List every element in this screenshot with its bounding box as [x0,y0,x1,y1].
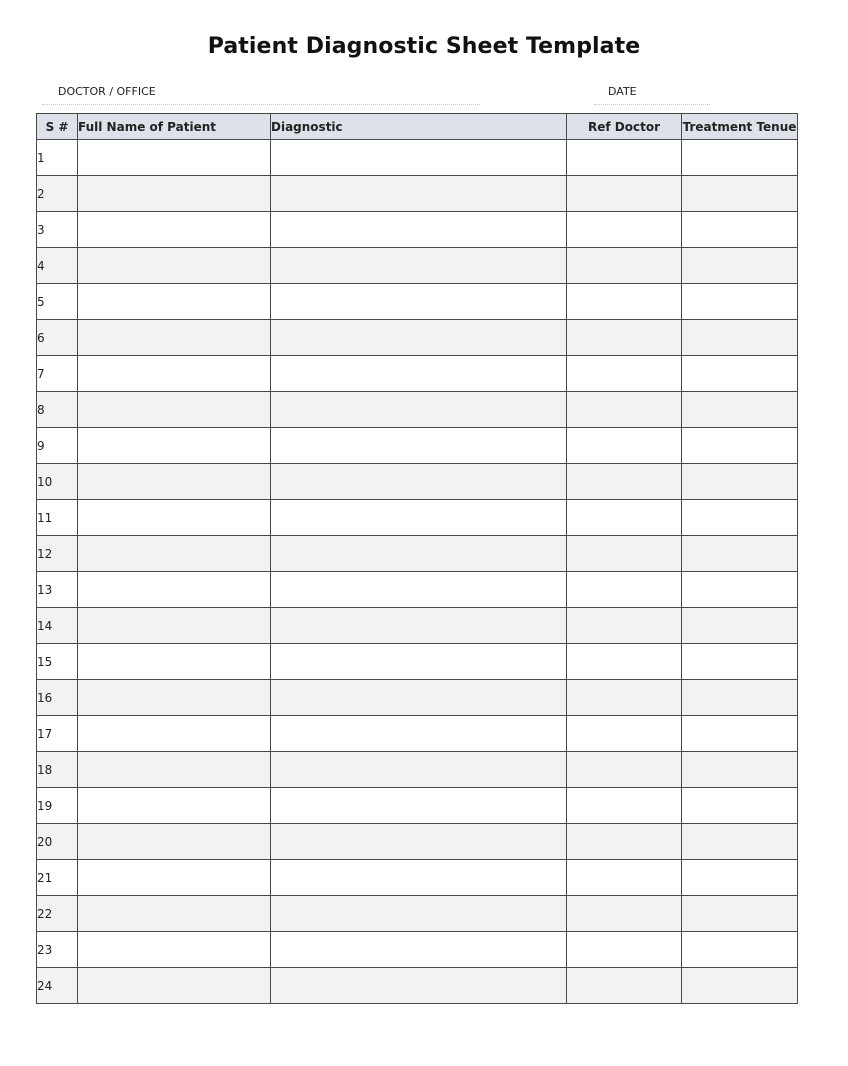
treatment-tenue-cell[interactable] [682,824,798,860]
patient-name-cell[interactable] [78,860,271,896]
patient-name-cell[interactable] [78,140,271,176]
row-number: 24 [37,968,78,1004]
patient-name-cell[interactable] [78,824,271,860]
ref-doctor-cell[interactable] [567,968,682,1004]
ref-doctor-cell[interactable] [567,284,682,320]
table-row [37,824,798,860]
ref-doctor-cell[interactable] [567,896,682,932]
row-number: 16 [37,680,78,716]
row-number: 23 [37,932,78,968]
treatment-tenue-cell[interactable] [682,752,798,788]
patient-name-cell[interactable] [78,932,271,968]
table-row [37,572,798,608]
patient-name-cell[interactable] [78,500,271,536]
table-row [37,932,798,968]
table-row [37,680,798,716]
patient-name-cell[interactable] [78,644,271,680]
diagnostic-cell[interactable] [271,176,567,212]
header-ref-doctor: Ref Doctor [567,114,682,140]
row-number: 13 [37,572,78,608]
table-row [37,716,798,752]
treatment-tenue-cell[interactable] [682,788,798,824]
diagnostic-cell[interactable] [271,428,567,464]
table-row [37,248,798,284]
patient-name-cell[interactable] [78,896,271,932]
diagnostic-cell[interactable] [271,500,567,536]
treatment-tenue-cell[interactable] [682,176,798,212]
treatment-tenue-cell[interactable] [682,140,798,176]
diagnostic-cell[interactable] [271,284,567,320]
treatment-tenue-cell[interactable] [682,536,798,572]
treatment-tenue-cell[interactable] [682,320,798,356]
ref-doctor-cell[interactable] [567,320,682,356]
patient-name-cell[interactable] [78,248,271,284]
row-number: 4 [37,248,78,284]
diagnostic-cell[interactable] [271,392,567,428]
patient-name-cell[interactable] [78,320,271,356]
diagnostic-cell[interactable] [271,644,567,680]
diagnostic-cell[interactable] [271,212,567,248]
row-number: 15 [37,644,78,680]
treatment-tenue-cell[interactable] [682,500,798,536]
ref-doctor-cell[interactable] [567,428,682,464]
row-number: 20 [37,824,78,860]
ref-doctor-cell[interactable] [567,608,682,644]
patient-name-cell[interactable] [78,176,271,212]
patient-name-cell[interactable] [78,428,271,464]
row-number: 21 [37,860,78,896]
table-row [37,500,798,536]
table-row [37,644,798,680]
row-number: 8 [37,392,78,428]
diagnostic-cell[interactable] [271,752,567,788]
ref-doctor-cell[interactable] [567,680,682,716]
ref-doctor-cell[interactable] [567,212,682,248]
patient-name-cell[interactable] [78,356,271,392]
ref-doctor-cell[interactable] [567,464,682,500]
treatment-tenue-cell[interactable] [682,968,798,1004]
ref-doctor-cell[interactable] [567,392,682,428]
row-number: 11 [37,500,78,536]
treatment-tenue-cell[interactable] [682,248,798,284]
row-number: 1 [37,140,78,176]
row-number: 2 [37,176,78,212]
ref-doctor-cell[interactable] [567,176,682,212]
date-label: DATE [608,85,637,98]
date-field[interactable] [594,84,710,105]
patient-name-cell[interactable] [78,608,271,644]
patient-name-cell[interactable] [78,392,271,428]
treatment-tenue-cell[interactable] [682,860,798,896]
patient-name-cell[interactable] [78,536,271,572]
row-number: 17 [37,716,78,752]
row-number: 3 [37,212,78,248]
patient-name-cell[interactable] [78,212,271,248]
treatment-tenue-cell[interactable] [682,932,798,968]
ref-doctor-cell[interactable] [567,572,682,608]
diagnostic-cell[interactable] [271,140,567,176]
diagnostic-cell[interactable] [271,824,567,860]
ref-doctor-cell[interactable] [567,824,682,860]
patient-name-cell[interactable] [78,572,271,608]
table-row [37,212,798,248]
diagnostic-cell[interactable] [271,320,567,356]
ref-doctor-cell[interactable] [567,500,682,536]
treatment-tenue-cell[interactable] [682,428,798,464]
table-row [37,968,798,1004]
treatment-tenue-cell[interactable] [682,644,798,680]
diagnostic-cell[interactable] [271,608,567,644]
ref-doctor-cell[interactable] [567,140,682,176]
diagnostic-cell[interactable] [271,680,567,716]
table-body [37,140,798,1004]
table-header-row [37,114,798,140]
diagnostic-cell[interactable] [271,860,567,896]
table-row [37,896,798,932]
ref-doctor-cell[interactable] [567,248,682,284]
diagnostic-cell[interactable] [271,536,567,572]
patient-name-cell[interactable] [78,968,271,1004]
patient-name-cell[interactable] [78,788,271,824]
row-number: 6 [37,320,78,356]
row-number: 9 [37,428,78,464]
treatment-tenue-cell[interactable] [682,356,798,392]
table-row [37,284,798,320]
header-diagnostic: Diagnostic [271,114,567,140]
ref-doctor-cell[interactable] [567,932,682,968]
ref-doctor-cell[interactable] [567,860,682,896]
treatment-tenue-cell[interactable] [682,680,798,716]
ref-doctor-cell[interactable] [567,788,682,824]
ref-doctor-cell[interactable] [567,716,682,752]
treatment-tenue-cell[interactable] [682,284,798,320]
treatment-tenue-cell[interactable] [682,716,798,752]
doctor-office-label: DOCTOR / OFFICE [58,85,156,98]
diagnostic-cell[interactable] [271,572,567,608]
patient-name-cell[interactable] [78,716,271,752]
row-number: 7 [37,356,78,392]
header-full-name: Full Name of Patient [78,114,271,140]
row-number: 10 [37,464,78,500]
diagnostic-cell[interactable] [271,248,567,284]
row-number: 14 [37,608,78,644]
diagnostic-cell[interactable] [271,896,567,932]
table-row [37,176,798,212]
treatment-tenue-cell[interactable] [682,392,798,428]
table-row [37,140,798,176]
ref-doctor-cell[interactable] [567,644,682,680]
treatment-tenue-cell[interactable] [682,464,798,500]
treatment-tenue-cell[interactable] [682,212,798,248]
diagnostic-cell[interactable] [271,788,567,824]
doctor-office-field[interactable] [42,84,480,105]
diagnostic-cell[interactable] [271,932,567,968]
patient-name-cell[interactable] [78,752,271,788]
treatment-tenue-cell[interactable] [682,896,798,932]
table-row [37,428,798,464]
ref-doctor-cell[interactable] [567,752,682,788]
header-serial-number: S # [37,114,78,140]
table-row [37,536,798,572]
row-number: 12 [37,536,78,572]
row-number: 18 [37,752,78,788]
row-number: 22 [37,896,78,932]
patient-name-cell[interactable] [78,464,271,500]
diagnostic-cell[interactable] [271,356,567,392]
table-row [37,464,798,500]
diagnostic-table [36,113,798,1004]
table-row [37,752,798,788]
treatment-tenue-cell[interactable] [682,572,798,608]
page-title: Patient Diagnostic Sheet Template [207,34,641,59]
diagnostic-cell[interactable] [271,464,567,500]
patient-name-cell[interactable] [78,680,271,716]
diagnostic-cell[interactable] [271,716,567,752]
row-number: 5 [37,284,78,320]
patient-name-cell[interactable] [78,284,271,320]
treatment-tenue-cell[interactable] [682,608,798,644]
table-row [37,392,798,428]
table-row [37,788,798,824]
ref-doctor-cell[interactable] [567,356,682,392]
table-row [37,608,798,644]
table-row [37,860,798,896]
ref-doctor-cell[interactable] [567,536,682,572]
diagnostic-cell[interactable] [271,968,567,1004]
header-treatment-tenue: Treatment Tenue [682,114,798,140]
table-row [37,356,798,392]
table-row [37,320,798,356]
row-number: 19 [37,788,78,824]
